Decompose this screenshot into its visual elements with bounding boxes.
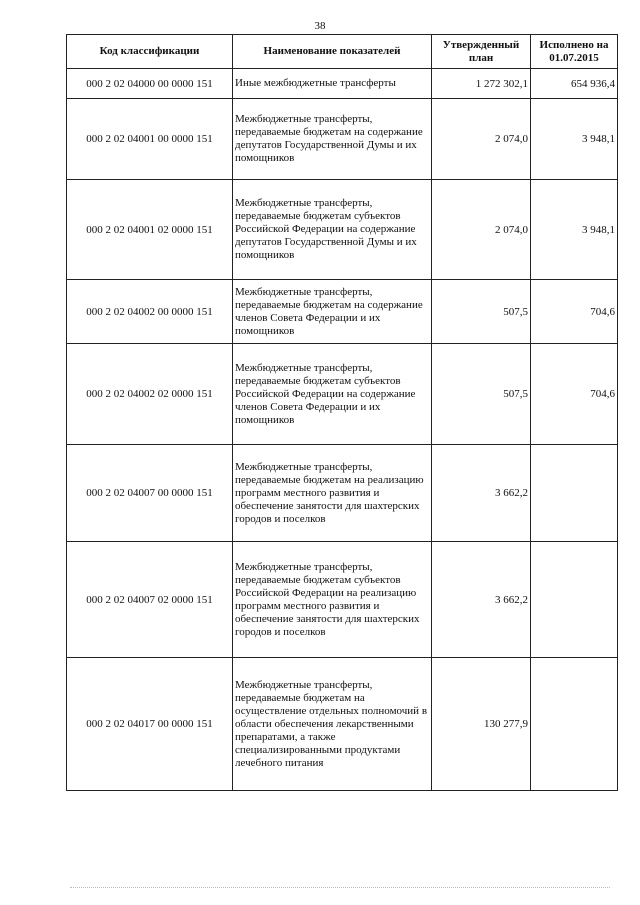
row-executed: 3 948,1 (531, 180, 618, 280)
row-plan: 1 272 302,1 (432, 69, 531, 99)
table-row (67, 280, 618, 344)
row-plan: 130 277,9 (432, 658, 531, 791)
table-row (67, 69, 618, 99)
table-row (67, 542, 618, 658)
row-executed (531, 542, 618, 658)
row-code: 000 2 02 04002 02 0000 151 (67, 344, 233, 445)
row-executed: 654 936,4 (531, 69, 618, 99)
row-executed: 3 948,1 (531, 99, 618, 180)
row-name: Межбюджетные трансферты, передаваемые бюджетам субъектов Российской Федерации на реализацию программ местного развития и обеспечение занятости для шахтерских городов и поселков (233, 542, 432, 658)
table-row (67, 180, 618, 280)
row-code: 000 2 02 04000 00 0000 151 (67, 69, 233, 99)
budget-table (66, 34, 618, 791)
row-code: 000 2 02 04017 00 0000 151 (67, 658, 233, 791)
row-name: Межбюджетные трансферты, передаваемые бюджетам субъектов Российской Федерации на содержание депутатов Государственной Думы и их помощников (233, 180, 432, 280)
row-executed: 704,6 (531, 280, 618, 344)
table-row (67, 344, 618, 445)
row-executed (531, 658, 618, 791)
row-executed: 704,6 (531, 344, 618, 445)
row-code: 000 2 02 04002 00 0000 151 (67, 280, 233, 344)
row-plan: 507,5 (432, 280, 531, 344)
row-name: Межбюджетные трансферты, передаваемые бюджетам на реализацию программ местного развития и обеспечение занятости для шахтерских городов и поселков (233, 445, 432, 542)
header-row (67, 35, 618, 69)
row-name: Межбюджетные трансферты, передаваемые бюджетам на содержание членов Совета Федерации и их помощников (233, 280, 432, 344)
table-row (67, 658, 618, 791)
scan-artifact (70, 887, 610, 888)
header-executed: Исполнено на 01.07.2015 (531, 35, 618, 69)
row-plan: 2 074,0 (432, 99, 531, 180)
row-executed (531, 445, 618, 542)
row-plan: 3 662,2 (432, 542, 531, 658)
row-code: 000 2 02 04007 00 0000 151 (67, 445, 233, 542)
header-plan: Утвержденный план (432, 35, 531, 69)
row-name: Межбюджетные трансферты, передаваемые бюджетам на осуществление отдельных полномочий в области обеспечения лекарственными препаратами, а также специализированными продуктами лечебного питания (233, 658, 432, 791)
row-code: 000 2 02 04001 00 0000 151 (67, 99, 233, 180)
header-code: Код классификации (67, 35, 233, 69)
row-name: Иные межбюджетные трансферты (233, 69, 432, 99)
table-row (67, 445, 618, 542)
header-name: Наименование показателей (233, 35, 432, 69)
row-plan: 3 662,2 (432, 445, 531, 542)
row-name: Межбюджетные трансферты, передаваемые бюджетам на содержание депутатов Государственной Думы и их помощников (233, 99, 432, 180)
page-number: 38 (314, 20, 326, 32)
row-name: Межбюджетные трансферты, передаваемые бюджетам субъектов Российской Федерации на содержание членов Совета Федерации и их помощников (233, 344, 432, 445)
row-code: 000 2 02 04007 02 0000 151 (67, 542, 233, 658)
row-plan: 507,5 (432, 344, 531, 445)
row-plan: 2 074,0 (432, 180, 531, 280)
row-code: 000 2 02 04001 02 0000 151 (67, 180, 233, 280)
table-row (67, 99, 618, 180)
